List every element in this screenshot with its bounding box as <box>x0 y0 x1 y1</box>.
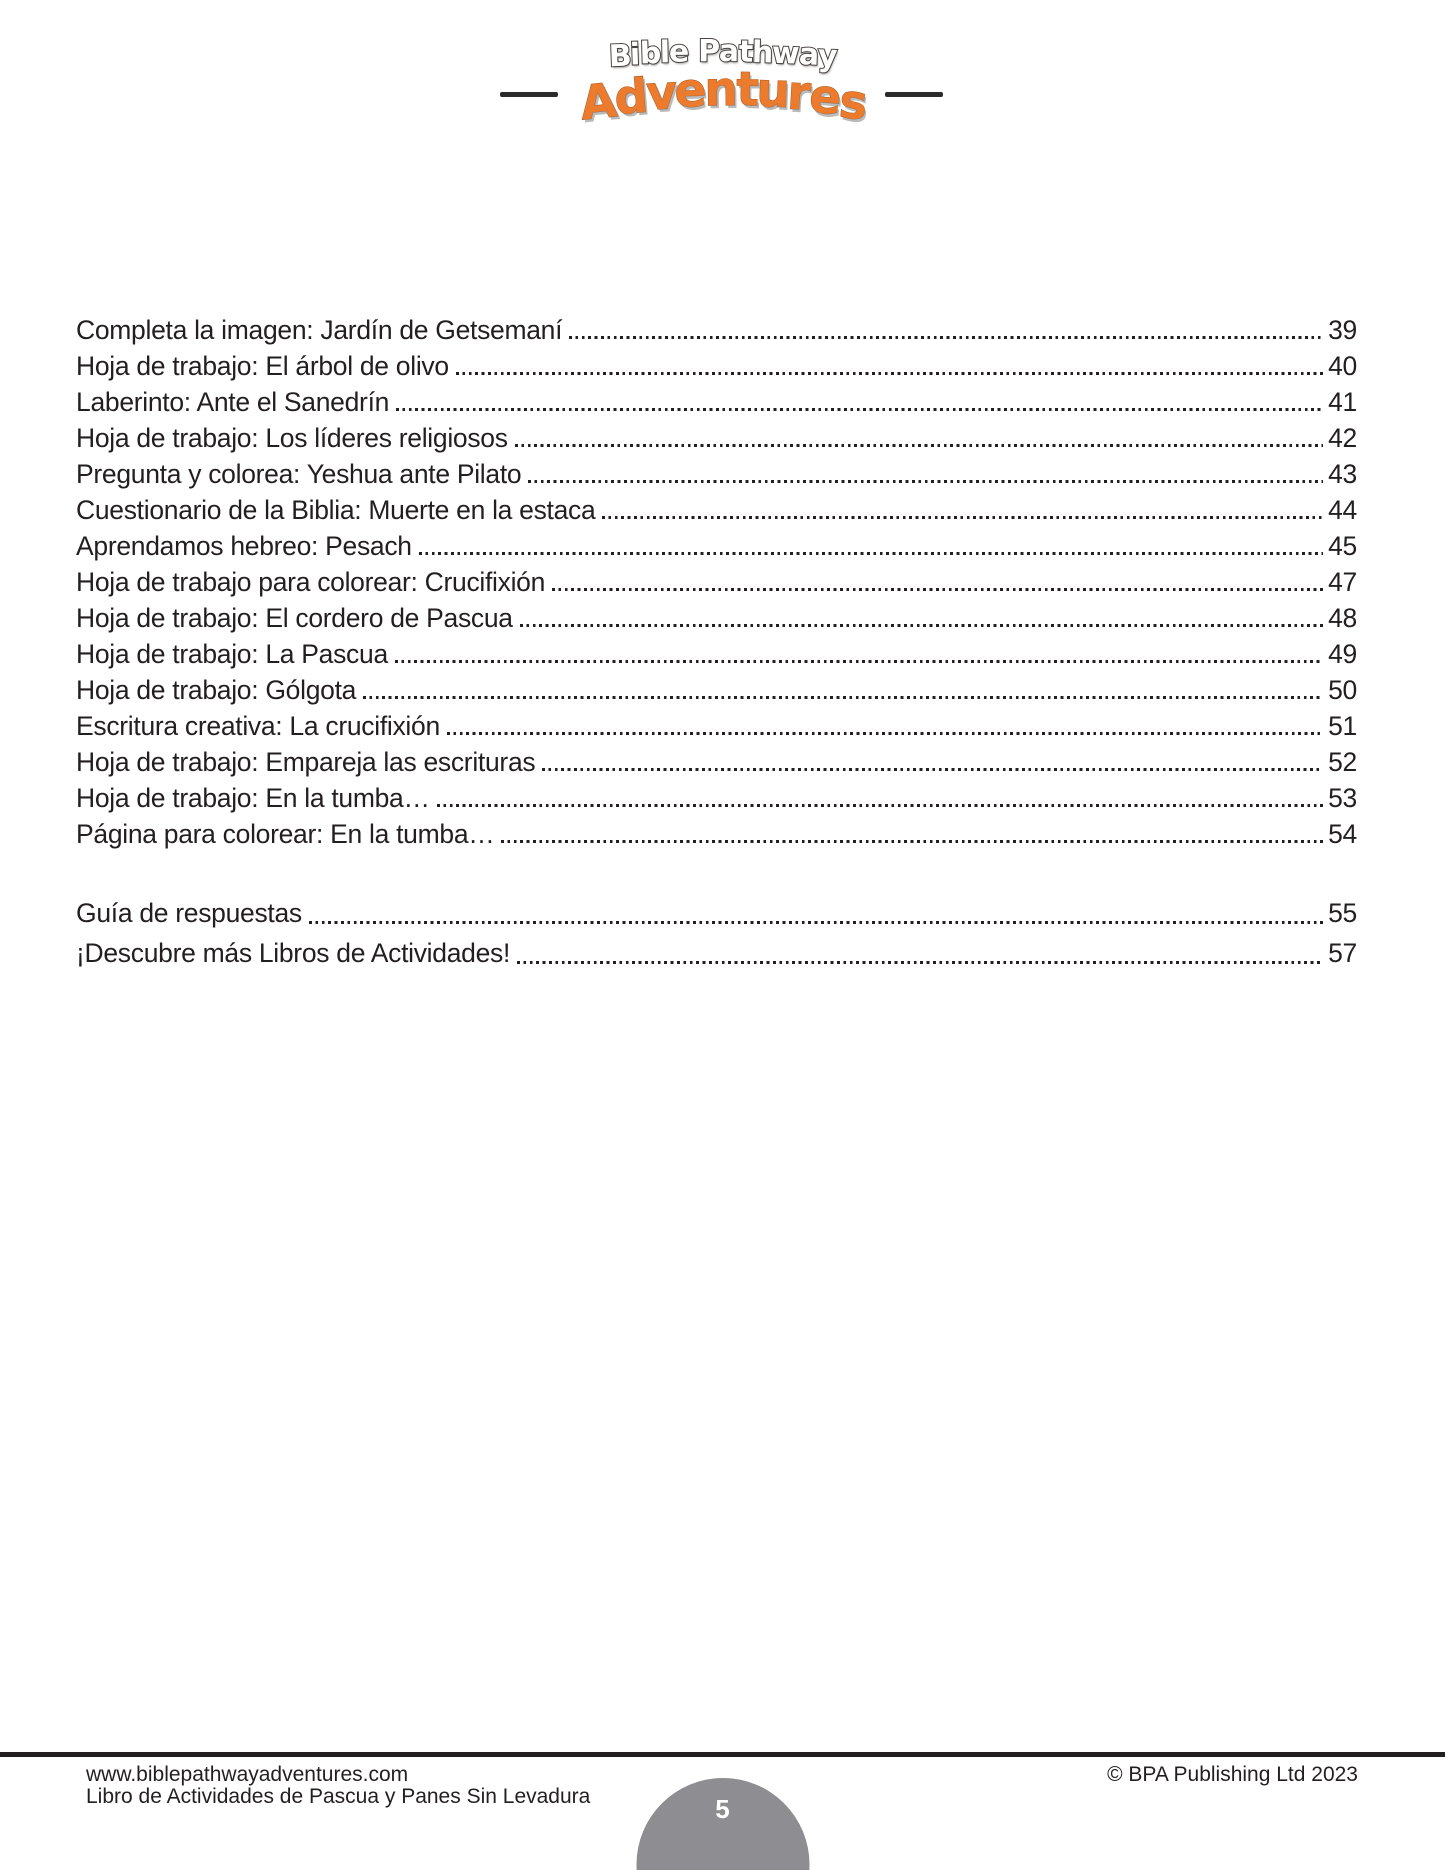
toc-entry-page-number: 53 <box>1328 783 1357 813</box>
toc-entry <box>76 816 1357 852</box>
toc-entry <box>76 456 1357 492</box>
toc-entry <box>76 636 1357 672</box>
toc-entry-label: Completa la imagen: Jardín de Getsemaní <box>76 315 563 345</box>
toc-entry-label: Página para colorear: En la tumba… <box>76 819 495 849</box>
toc-entry-page-number: 42 <box>1328 423 1357 453</box>
toc-entry <box>76 420 1357 456</box>
toc-entry-page-number: 54 <box>1328 819 1357 849</box>
toc-leader-dots <box>309 921 1323 924</box>
toc-entry <box>76 384 1357 420</box>
toc-entry <box>76 348 1357 384</box>
toc-entry-page-number: 40 <box>1328 351 1357 381</box>
table-of-contents <box>76 312 1357 973</box>
toc-entry-page-number: 57 <box>1328 938 1357 968</box>
toc-extra-section <box>76 893 1357 973</box>
toc-entry-page-number: 50 <box>1328 675 1357 705</box>
toc-entry-label: Hoja de trabajo: El cordero de Pascua <box>76 603 513 633</box>
toc-entry-page-number: 49 <box>1328 639 1357 669</box>
toc-entry-label: Laberinto: Ante el Sanedrín <box>76 387 390 417</box>
toc-leader-dots <box>520 624 1323 627</box>
toc-entry-label: Cuestionario de la Biblia: Muerte en la estaca <box>76 495 596 525</box>
toc-leader-dots <box>447 732 1323 735</box>
toc-entry <box>76 600 1357 636</box>
toc-leader-dots <box>437 804 1323 807</box>
toc-entry <box>76 893 1357 933</box>
logo-left-dash <box>500 92 558 97</box>
toc-leader-dots <box>419 552 1323 555</box>
toc-leader-dots <box>602 516 1323 519</box>
footer-divider <box>0 1752 1445 1757</box>
toc-entry-label: ¡Descubre más Libros de Actividades! <box>76 938 511 968</box>
toc-entry-page-number: 45 <box>1328 531 1357 561</box>
toc-entry-label: Hoja de trabajo: La Pascua <box>76 639 388 669</box>
toc-entry-page-number: 51 <box>1328 711 1357 741</box>
toc-entry-label: Escritura creativa: La crucifixión <box>76 711 440 741</box>
toc-leader-dots <box>528 480 1323 483</box>
toc-entry-label: Guía de respuestas <box>76 898 302 928</box>
toc-entry <box>76 933 1357 973</box>
toc-entry-page-number: 41 <box>1328 387 1357 417</box>
toc-entry-page-number: 39 <box>1328 315 1357 345</box>
logo-header <box>0 0 1445 160</box>
toc-entry <box>76 672 1357 708</box>
toc-leader-dots <box>501 840 1323 843</box>
toc-leader-dots <box>517 961 1323 964</box>
toc-entry <box>76 744 1357 780</box>
footer-left-block <box>86 1764 590 1808</box>
toc-leader-dots <box>456 372 1323 375</box>
toc-leader-dots <box>552 588 1323 591</box>
toc-entry-label: Hoja de trabajo: En la tumba… <box>76 783 430 813</box>
toc-entry-label: Pregunta y colorea: Yeshua ante Pilato <box>76 459 522 489</box>
toc-entry <box>76 780 1357 816</box>
toc-entry-label: Hoja de trabajo: Empareja las escrituras <box>76 747 536 777</box>
toc-leader-dots <box>363 696 1323 699</box>
logo-brand-line2: Adventures <box>577 62 868 132</box>
toc-entry-page-number: 44 <box>1328 495 1357 525</box>
toc-entry <box>76 492 1357 528</box>
toc-leader-dots <box>395 660 1323 663</box>
toc-entry-page-number: 52 <box>1328 747 1357 777</box>
toc-entry-label: Hoja de trabajo para colorear: Crucifixión <box>76 567 546 597</box>
toc-entry-label: Aprendamos hebreo: Pesach <box>76 531 412 561</box>
toc-entry <box>76 708 1357 744</box>
toc-entry-label: Hoja de trabajo: Los líderes religiosos <box>76 423 508 453</box>
toc-entry <box>76 528 1357 564</box>
logo-right-dash <box>885 92 943 97</box>
toc-entry <box>76 564 1357 600</box>
logo-brand-line1: Bible Pathway <box>607 34 838 75</box>
toc-leader-dots <box>569 336 1323 339</box>
toc-entry-page-number: 47 <box>1328 567 1357 597</box>
toc-entry-page-number: 43 <box>1328 459 1357 489</box>
toc-entry-page-number: 55 <box>1328 898 1357 928</box>
toc-main-section <box>76 312 1357 852</box>
footer-book-title: Libro de Actividades de Pascua y Panes Sin Levadura <box>86 1785 591 1808</box>
toc-leader-dots <box>396 408 1323 411</box>
page-number: 5 <box>715 1794 730 1824</box>
toc-entry <box>76 312 1357 348</box>
footer-copyright: © BPA Publishing Ltd 2023 <box>1107 1763 1358 1786</box>
toc-entry-label: Hoja de trabajo: Gólgota <box>76 675 357 705</box>
toc-leader-dots <box>542 768 1323 771</box>
toc-leader-dots <box>515 444 1323 447</box>
toc-entry-page-number: 48 <box>1328 603 1357 633</box>
toc-entry-label: Hoja de trabajo: El árbol de olivo <box>76 351 449 381</box>
footer-website: www.biblepathwayadventures.com <box>86 1763 409 1786</box>
